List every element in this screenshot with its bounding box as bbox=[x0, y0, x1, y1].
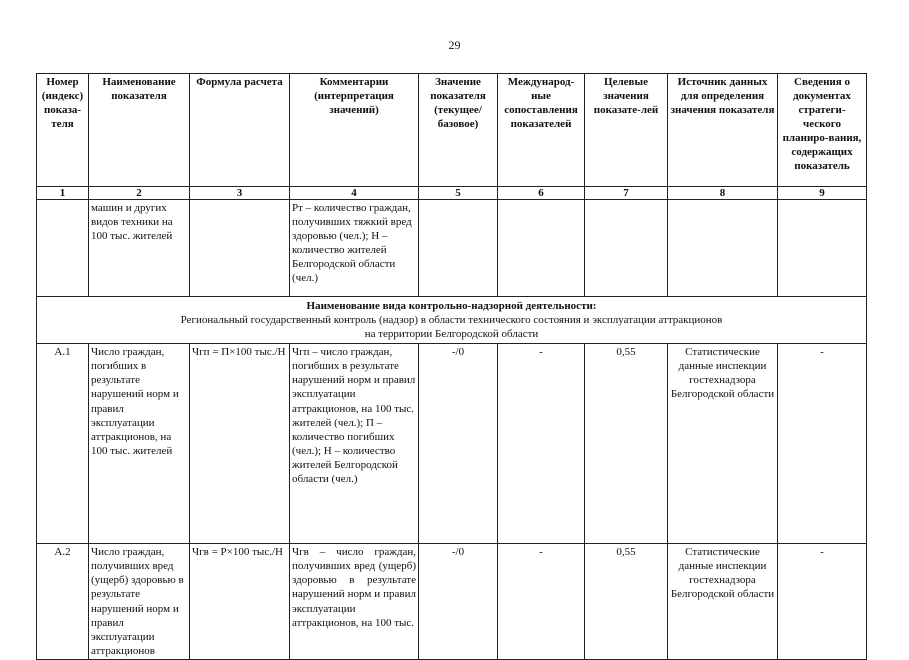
table-row bbox=[37, 344, 867, 544]
row-international: - bbox=[498, 544, 585, 660]
row-value: -/0 bbox=[419, 344, 498, 544]
header-documents: Сведения о документах стратеги-ческого планиро-вания, содержащих показатель bbox=[778, 74, 867, 187]
header-target: Целевые значения показате-лей bbox=[585, 74, 668, 187]
column-number: 9 bbox=[778, 187, 867, 200]
table-cell: Рт – количество граждан, получивших тяжкий вред здоровью (чел.); Н – количество жителей Белгородской области (чел.) bbox=[290, 200, 419, 297]
row-international: - bbox=[498, 344, 585, 544]
row-formula: Чгв = Р×100 тыс./Н bbox=[190, 544, 290, 660]
section-row bbox=[37, 297, 867, 344]
column-number: 1 bbox=[37, 187, 89, 200]
continuation-row bbox=[37, 200, 867, 297]
column-numbers-row bbox=[37, 187, 867, 200]
column-number: 3 bbox=[190, 187, 290, 200]
column-number: 7 bbox=[585, 187, 668, 200]
row-documents: - bbox=[778, 544, 867, 660]
table-cell: машин и других видов техники на 100 тыс. жителей bbox=[89, 200, 190, 297]
row-value: -/0 bbox=[419, 544, 498, 660]
section-subtitle: Региональный государственный контроль (надзор) в области технического состояния и эксплуатации аттракционов bbox=[180, 314, 723, 327]
row-index: А.1 bbox=[37, 344, 89, 544]
indicators-table bbox=[36, 73, 867, 660]
table-cell bbox=[419, 200, 498, 297]
table-cell bbox=[37, 200, 89, 297]
header-row bbox=[37, 74, 867, 187]
table-row bbox=[37, 544, 867, 660]
row-comment: Чгп – число граждан, погибших в результате нарушений норм и правил эксплуатации аттракционов, на 100 тыс. жителей (чел.); П – количество погибших (чел.); Н – количество жителей Белгородской области (чел.) bbox=[290, 344, 419, 544]
table-cell bbox=[498, 200, 585, 297]
row-source: Статистические данные инспекции гостехнадзора Белгородской области bbox=[668, 544, 778, 660]
page-number: 29 bbox=[448, 38, 461, 52]
table-cell bbox=[190, 200, 290, 297]
table-cell bbox=[778, 200, 867, 297]
row-index: А.2 bbox=[37, 544, 89, 660]
header-formula: Формула расчета bbox=[190, 74, 290, 187]
row-formula: Чгп = П×100 тыс./Н bbox=[190, 344, 290, 544]
header-comments: Комментарии (интерпретация значений) bbox=[290, 74, 419, 187]
header-value: Значение показателя (текущее/ базовое) bbox=[419, 74, 498, 187]
column-number: 2 bbox=[89, 187, 190, 200]
header-international: Международ-ные сопоставления показателей bbox=[498, 74, 585, 187]
header-source: Источник данных для определения значения показателя bbox=[668, 74, 778, 187]
row-source: Статистические данные инспекции гостехнадзора Белгородской области bbox=[668, 344, 778, 544]
section-title: Наименование вида контрольно-надзорной деятельности: bbox=[306, 300, 597, 312]
row-name: Число граждан, погибших в результате нарушений норм и правил эксплуатации аттракционов, на 100 тыс. жителей bbox=[89, 344, 190, 544]
column-number: 8 bbox=[668, 187, 778, 200]
table-cell bbox=[585, 200, 668, 297]
header-name: Наименование показателя bbox=[89, 74, 190, 187]
section-subtitle: на территории Белгородской области bbox=[364, 328, 539, 341]
column-number: 6 bbox=[498, 187, 585, 200]
row-target: 0,55 bbox=[585, 544, 668, 660]
row-target: 0,55 bbox=[585, 344, 668, 544]
section-cell bbox=[37, 297, 867, 344]
column-number: 4 bbox=[290, 187, 419, 200]
row-name: Число граждан, получивших вред (ущерб) здоровью в результате нарушений норм и правил эксплуатации аттракционов bbox=[89, 544, 190, 660]
row-comment: Чгв – число граждан, получивших вред (ущерб) здоровью в результате нарушений норм и правил эксплуатации аттракционов, на 100 тыс. bbox=[290, 544, 419, 660]
table-cell bbox=[668, 200, 778, 297]
row-documents: - bbox=[778, 344, 867, 544]
header-index: Номер (индекс) показа-теля bbox=[37, 74, 89, 187]
column-number: 5 bbox=[419, 187, 498, 200]
